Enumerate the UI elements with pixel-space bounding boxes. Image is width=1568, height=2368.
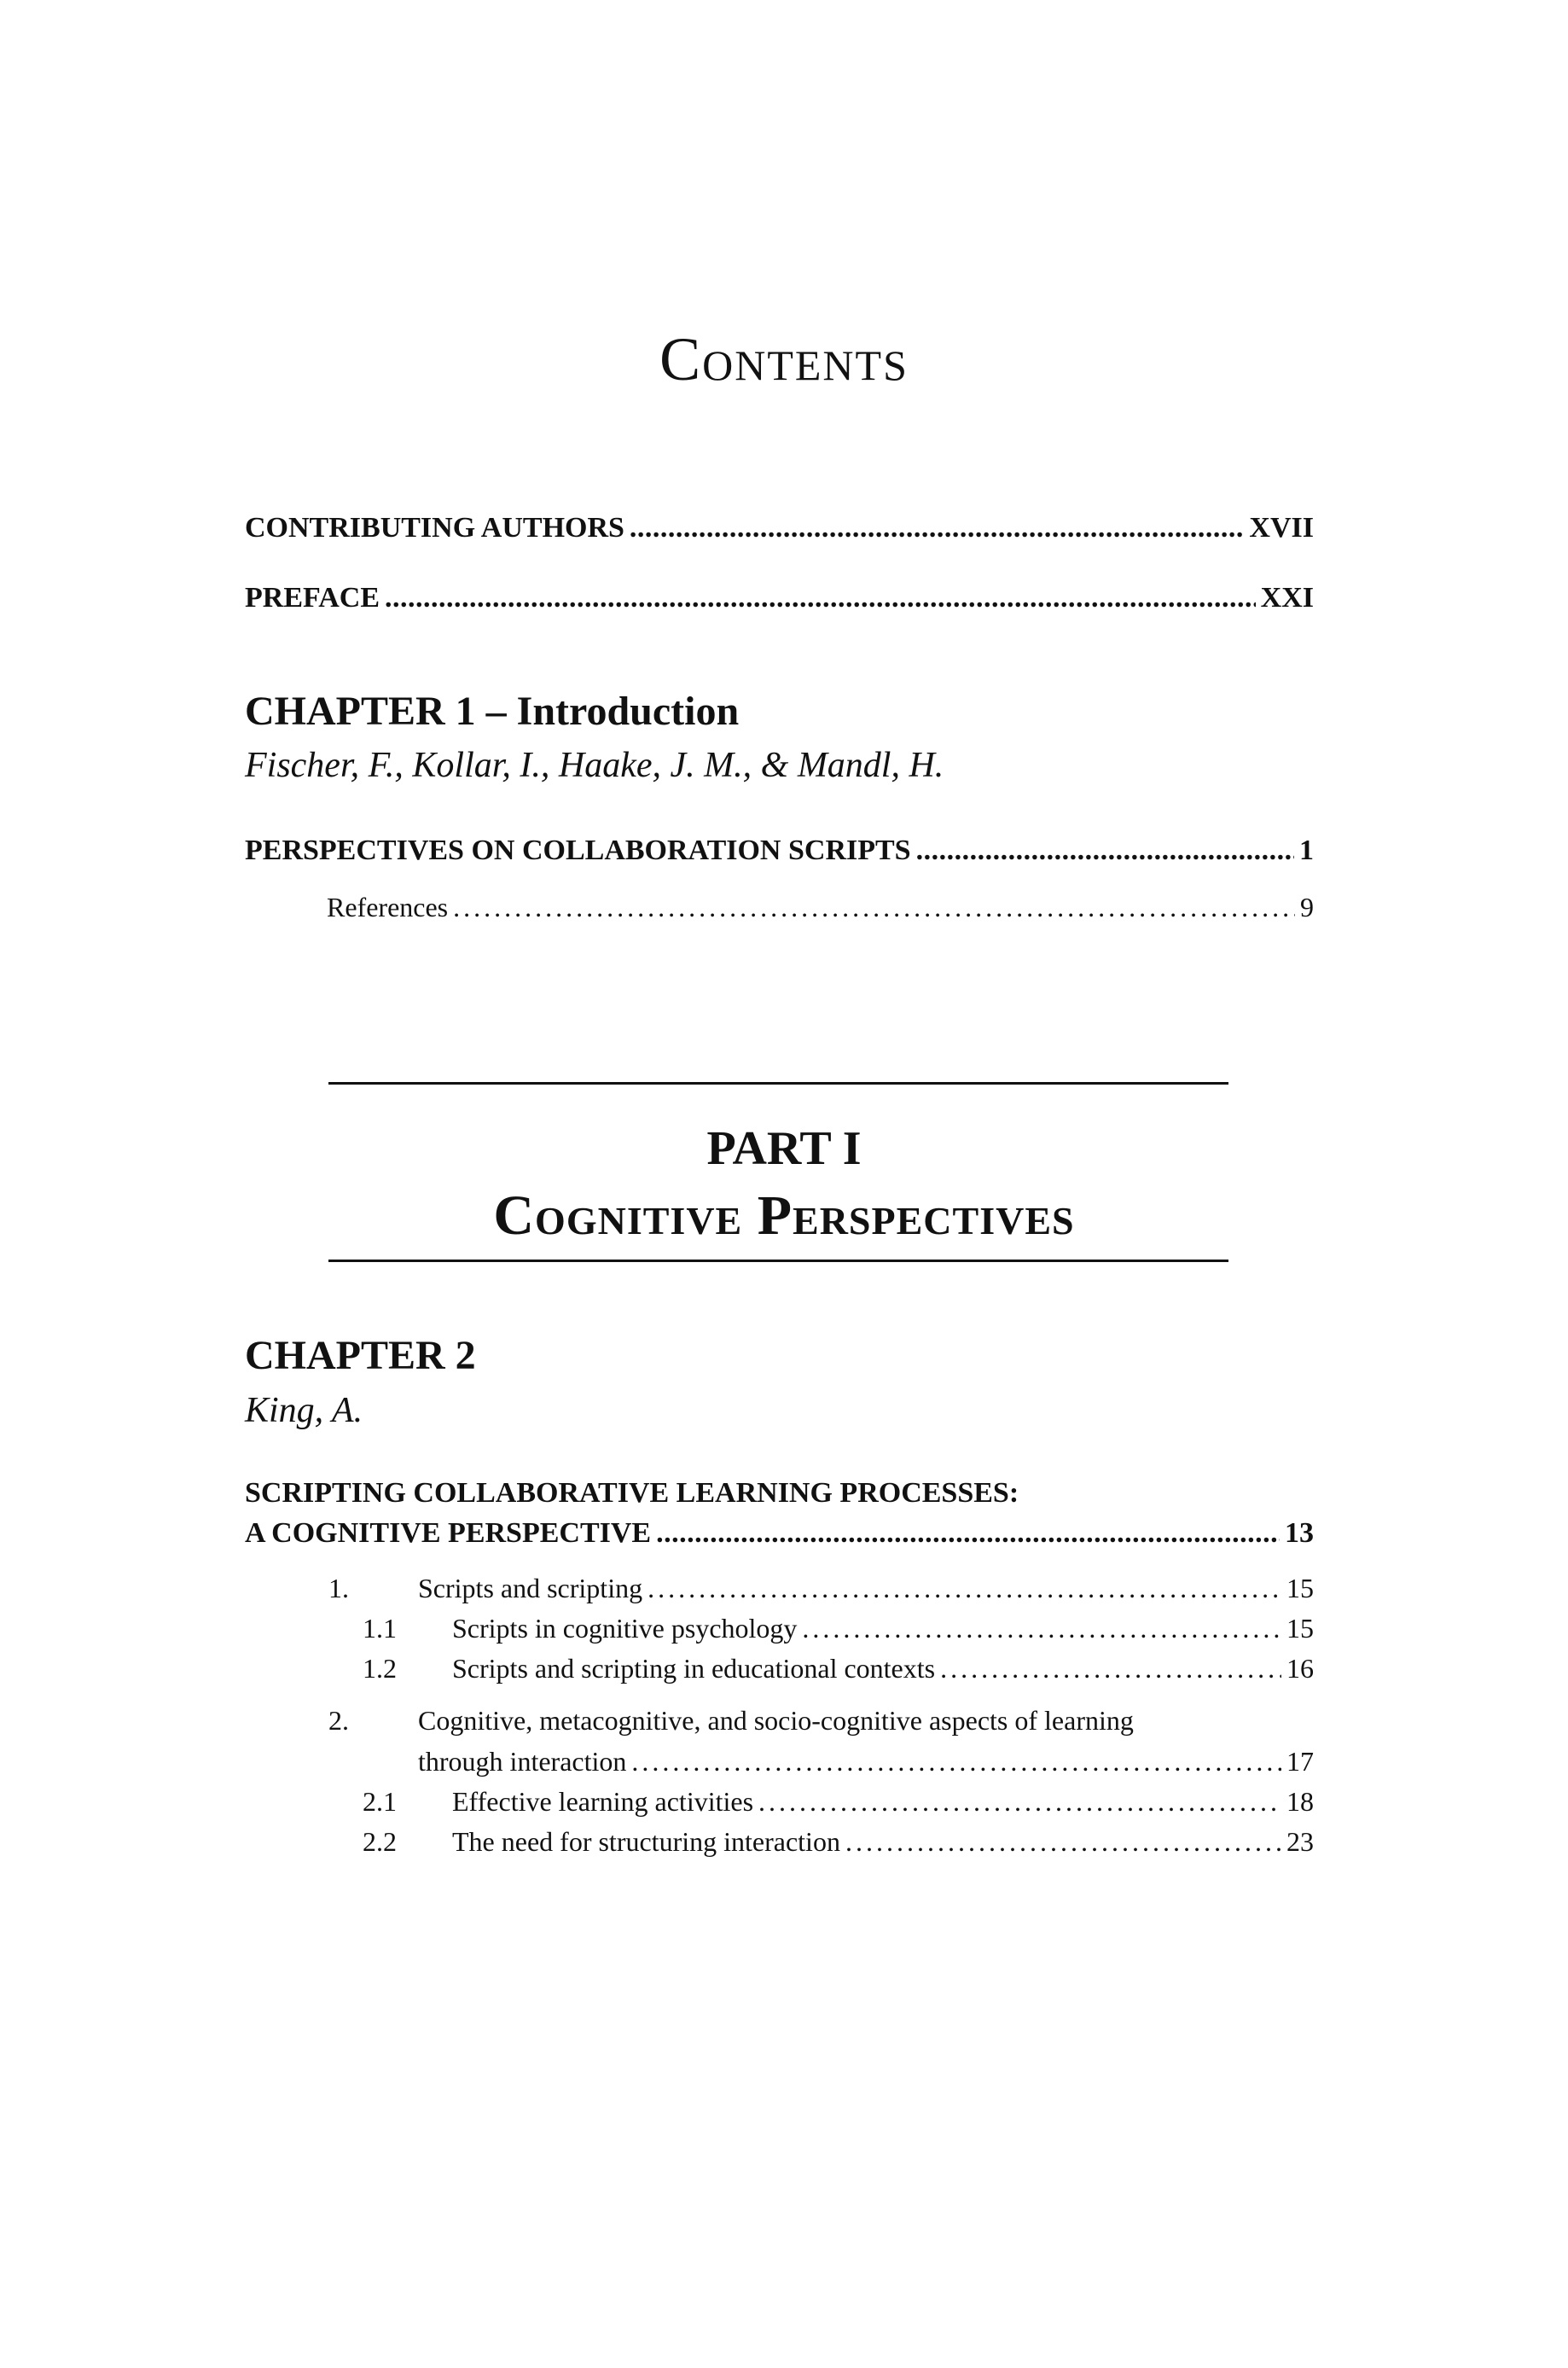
toc-entry-references[interactable] — [327, 892, 1314, 923]
toc-entry-preface[interactable] — [245, 582, 1314, 614]
dot-leader — [385, 582, 1256, 614]
toc-entry-perspectives-on-collaboration-scripts[interactable] — [245, 835, 1314, 867]
dot-leader — [631, 1748, 1281, 1775]
toc-item-page: 15 — [1286, 1613, 1314, 1644]
toc-entry-page: 1 — [1299, 835, 1314, 866]
dot-leader — [656, 1517, 1280, 1550]
toc-entry-page: 13 — [1285, 1517, 1314, 1549]
toc-item-page: 17 — [1286, 1746, 1314, 1777]
toc-entry-page: XVII — [1249, 512, 1314, 544]
dot-leader — [453, 892, 1295, 923]
dot-leader — [758, 1788, 1281, 1815]
toc-entry-label: PREFACE — [245, 582, 380, 614]
dot-leader — [648, 1574, 1281, 1602]
toc-item-label: through interaction — [418, 1746, 627, 1777]
chapter-2-heading: CHAPTER 2 — [245, 1333, 476, 1378]
chapter-1-authors: Fischer, F., Kollar, I., Haake, J. M., & Mandl, H. — [245, 746, 944, 785]
toc-item[interactable] — [0, 1828, 1568, 1862]
toc-item-label: The need for structuring interaction — [452, 1826, 840, 1857]
toc-item-page: 18 — [1286, 1786, 1314, 1817]
toc-entry-contributing-authors[interactable] — [245, 512, 1314, 544]
part-top-rule — [328, 1082, 1228, 1085]
toc-item[interactable] — [0, 1615, 1568, 1649]
toc-item-label: Effective learning activities — [452, 1786, 754, 1817]
toc-item[interactable] — [0, 1707, 1568, 1783]
toc-item-number: 2. — [328, 1705, 349, 1736]
part-title: Cognitive Perspectives — [493, 1184, 1075, 1247]
toc-item-number: 1.2 — [363, 1653, 397, 1684]
toc-item-number: 2.1 — [363, 1786, 397, 1817]
toc-item-number: 2.2 — [363, 1826, 397, 1857]
toc-entry-label: A COGNITIVE PERSPECTIVE — [245, 1517, 652, 1549]
toc-item-page: 23 — [1286, 1826, 1314, 1857]
dot-leader — [802, 1615, 1281, 1642]
toc-item-page: 16 — [1286, 1653, 1314, 1684]
toc-entry-page: 9 — [1300, 892, 1314, 922]
toc-item[interactable] — [0, 1655, 1568, 1689]
toc-entry-label: PERSPECTIVES ON COLLABORATION SCRIPTS — [245, 835, 911, 866]
chapter-1-heading: CHAPTER 1 – Introduction — [245, 689, 740, 734]
toc-item-label: Scripts in cognitive psychology — [452, 1613, 798, 1644]
toc-entry-label: CONTRIBUTING AUTHORS — [245, 512, 624, 544]
toc-item-label: Scripts and scripting — [418, 1573, 643, 1603]
toc-entry-cognitive-perspective[interactable] — [245, 1517, 1314, 1550]
dot-leader — [630, 512, 1245, 544]
chapter-2-section-title-line1: SCRIPTING COLLABORATIVE LEARNING PROCESSES: — [245, 1477, 1019, 1509]
toc-entry-page: XXI — [1260, 582, 1314, 614]
toc-item[interactable] — [0, 1788, 1568, 1822]
chapter-2-authors: King, A. — [245, 1391, 363, 1430]
dot-leader — [940, 1655, 1281, 1682]
part-number: PART I — [706, 1122, 862, 1175]
dot-leader — [916, 835, 1294, 867]
toc-item-label-line1: Cognitive, metacognitive, and socio-cognitive aspects of learning — [418, 1705, 1134, 1736]
toc-item-number: 1.1 — [363, 1613, 397, 1644]
page-title: Contents — [659, 325, 909, 393]
toc-item-label: Scripts and scripting in educational contexts — [452, 1653, 936, 1684]
toc-item[interactable] — [0, 1574, 1568, 1609]
toc-entry-label: References — [327, 892, 449, 922]
toc-item-number: 1. — [328, 1573, 349, 1603]
toc-item-page: 15 — [1286, 1573, 1314, 1603]
dot-leader — [845, 1828, 1281, 1855]
part-bottom-rule — [328, 1260, 1228, 1262]
